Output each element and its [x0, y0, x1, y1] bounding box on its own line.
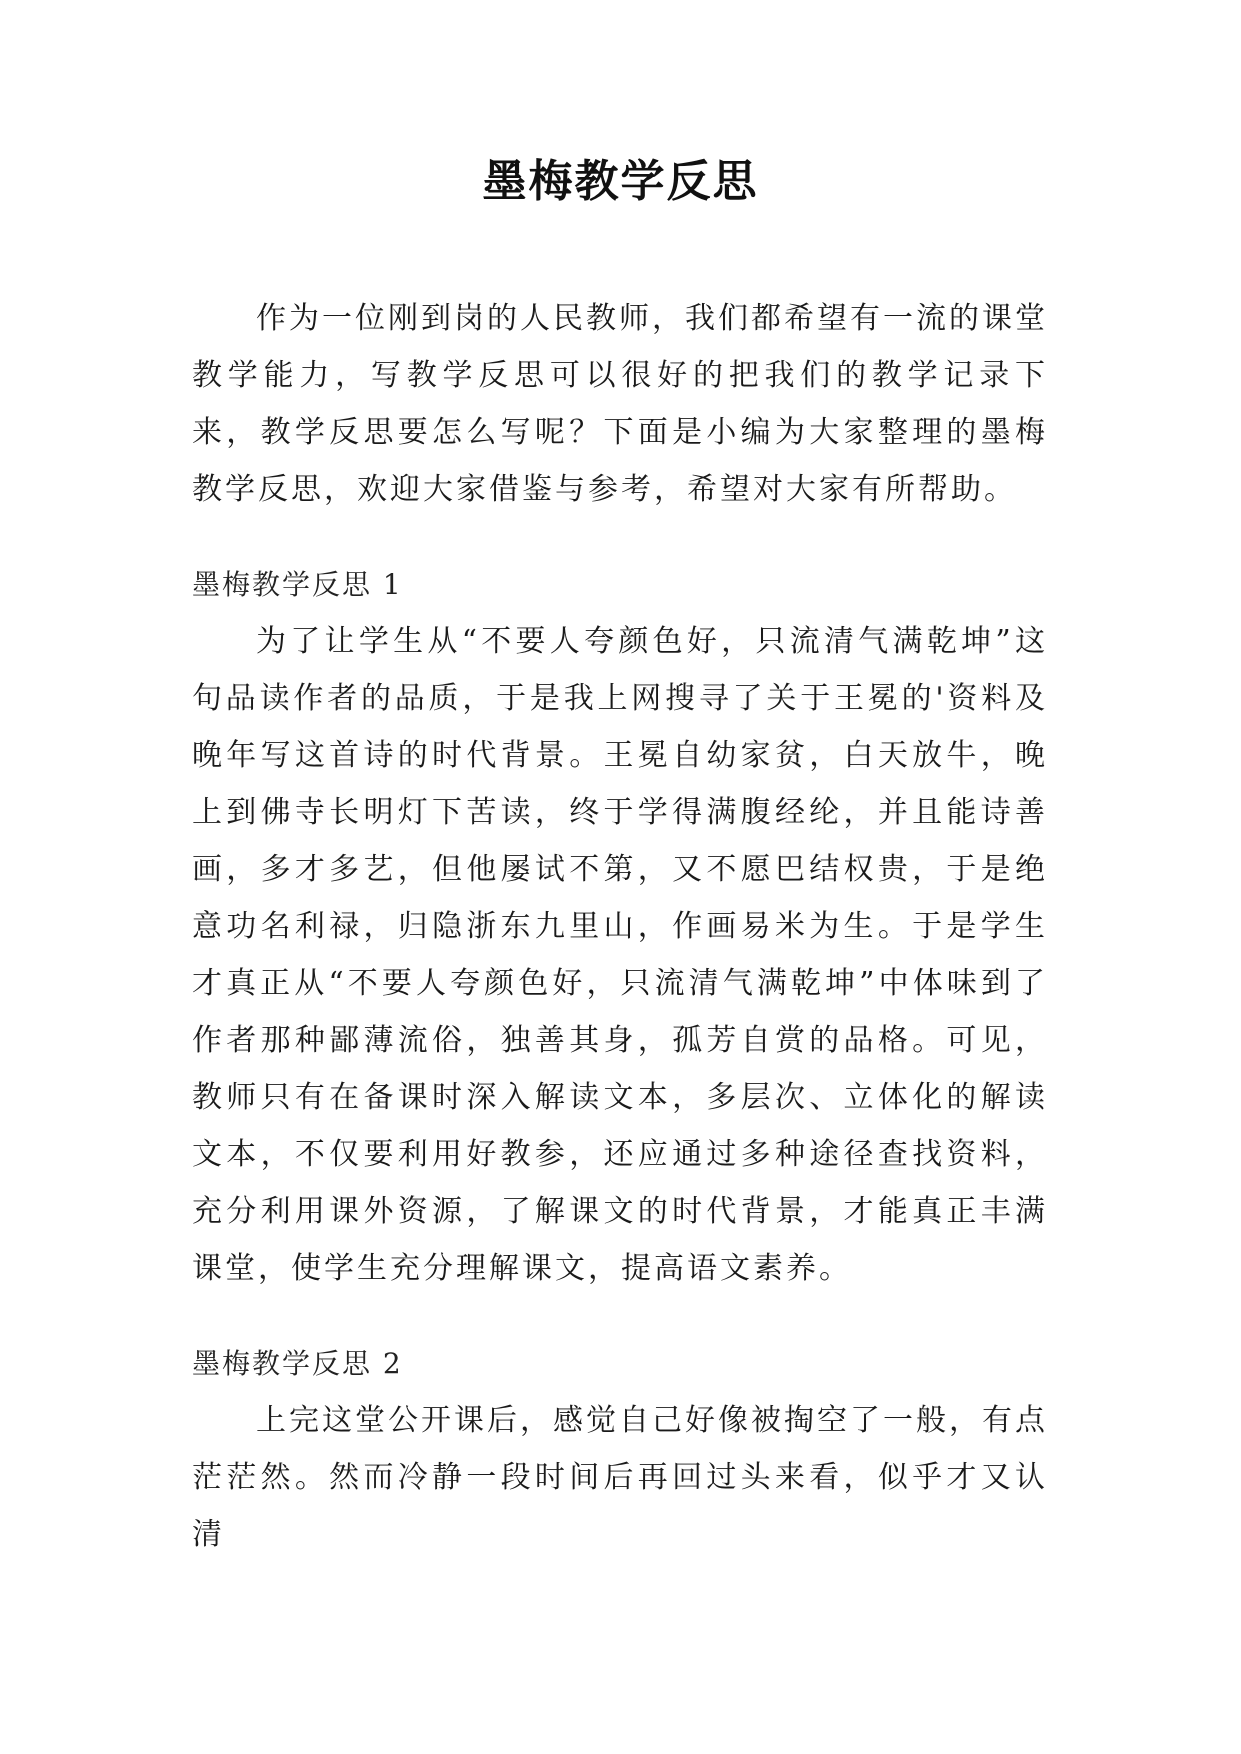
section-1	[192, 556, 1048, 1297]
section-2	[192, 1335, 1048, 1563]
section-paragraph: 为了让学生从“不要人夸颜色好，只流清气满乾坤”这句品读作者的品质，于是我上网搜寻了关于王冕的'资料及晚年写这首诗的时代背景。王冕自幼家贫，白天放牛，晚上到佛寺长明灯下苦读，终于学得满腹经纶，并且能诗善画，多才多艺，但他屡试不第，又不愿巴结权贵，于是绝意功名利禄，归隐浙东九里山，作画易米为生。于是学生才真正从“不要人夸颜色好，只流清气满乾坤”中体味到了作者那种鄙薄流俗，独善其身，孤芳自赏的品格。可见，教师只有在备课时深入解读文本，多层次、立体化的解读文本，不仅要利用好教参，还应通过多种途径查找资料，充分利用课外资源，了解课文的时代背景，才能真正丰满课堂，使学生充分理解课文，提高语文素养。	[192, 624, 1048, 1286]
document-title: 墨梅教学反思	[482, 156, 759, 207]
section-heading: 墨梅教学反思 2	[192, 1347, 403, 1380]
document-body	[192, 290, 1048, 1601]
section-heading: 墨梅教学反思 1	[192, 568, 403, 601]
intro-paragraph: 作为一位刚到岗的人民教师，我们都希望有一流的课堂教学能力，写教学反思可以很好的把我们的教学记录下来，教学反思要怎么写呢？下面是小编为大家整理的墨梅教学反思，欢迎大家借鉴与参考，希望对大家有所帮助。	[192, 301, 1048, 507]
section-paragraph: 上完这堂公开课后，感觉自己好像被掏空了一般，有点茫茫然。然而冷静一段时间后再回过头来看，似乎才又认清	[192, 1403, 1048, 1552]
